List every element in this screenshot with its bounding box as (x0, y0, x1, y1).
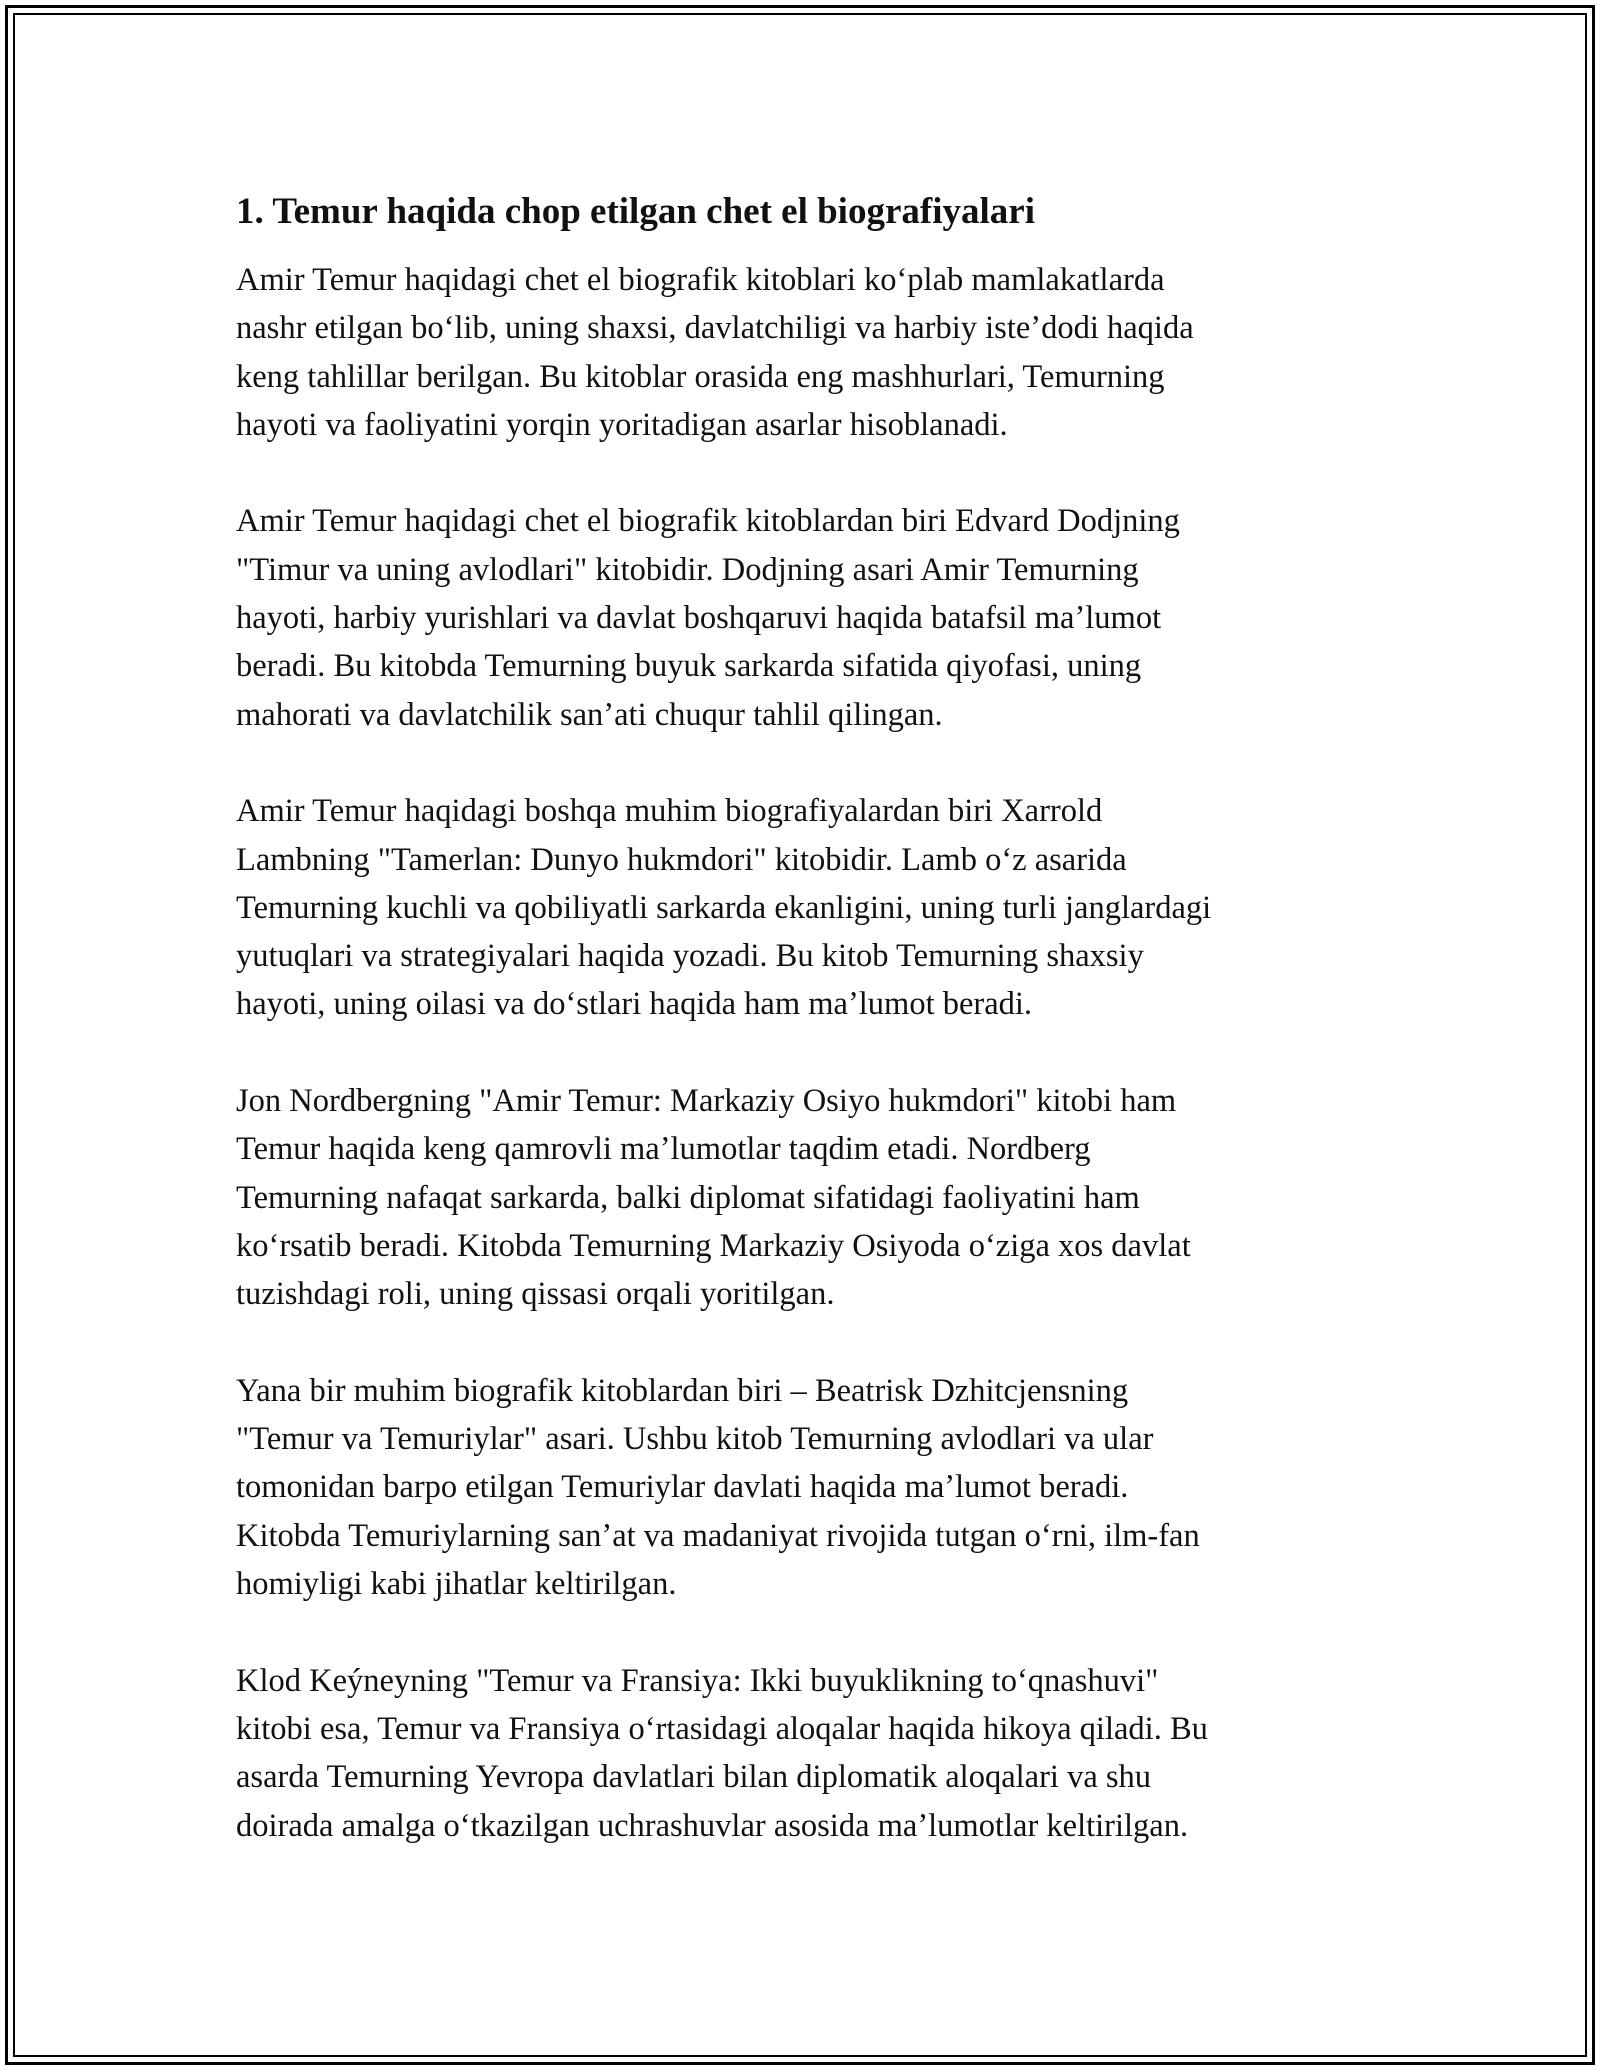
text-line: Amir Temur haqidagi chet el biografik kitoblari koʻplab mamlakatlarda (236, 262, 1165, 298)
paragraph-lamb (236, 787, 1366, 1028)
text-line: homiyligi kabi jihatlar keltirilgan. (236, 1566, 677, 1603)
text-line: Amir Temur haqidagi boshqa muhim biografiyalardan biri Xarrold (236, 793, 1103, 830)
text-line: beradi. Bu kitobda Temurning buyuk sarkarda sifatida qiyofasi, uning (236, 648, 1142, 685)
text-line: keng tahlillar berilgan. Bu kitoblar orasida eng mashhurlari, Temurning (236, 358, 1165, 395)
paragraph-timurids (236, 1367, 1366, 1608)
text-line: nashr etilgan boʻlib, uning shaxsi, davlatchiligi va harbiy isteʼdodi haqida (236, 310, 1194, 347)
text-line: doirada amalga oʻtkazilgan uchrashuvlar asosida maʼlumotlar keltirilgan. (236, 1807, 1189, 1844)
text-line: "Timur va uning avlodlari" kitobidir. Dodjning asari Amir Temurning (236, 551, 1139, 588)
text-line: Temurning kuchli va qobiliyatli sarkarda ekanligini, uning turli janglardagi (236, 889, 1212, 926)
text-line: Yana bir muhim biografik kitoblardan biri – Beatrisk Dzhitcjensning (236, 1372, 1129, 1409)
text-line: Temurning nafaqat sarkarda, balki diplomat sifatidagi faoliyatini ham (236, 1179, 1140, 1216)
text-line: hayoti va faoliyatini yorqin yoritadigan asarlar hisoblanadi. (236, 406, 1008, 443)
text-line: Kitobda Temuriylarning sanʼat va madaniyat rivojida tutgan oʻrni, ilm-fan (236, 1517, 1200, 1554)
text-line: "Temur va Temuriylar" asari. Ushbu kitob Temurning avlodlari va ular (236, 1421, 1154, 1458)
text-line: koʻrsatib beradi. Kitobda Temurning Markaziy Osiyoda oʻziga xos davlat (236, 1227, 1191, 1264)
text-line: Jon Nordbergning "Amir Temur: Markaziy Osiyo hukmdori" kitobi ham (236, 1083, 1177, 1120)
text-line: tomonidan barpo etilgan Temuriylar davlati haqida maʼlumot beradi. (236, 1469, 1129, 1506)
paragraph-nordberg (236, 1077, 1366, 1318)
paragraph-france (236, 1657, 1366, 1850)
text-line: Lambning "Tamerlan: Dunyo hukmdori" kitobidir. Lamb oʻz asarida (236, 841, 1127, 878)
text-line: Amir Temur haqidagi chet el biografik kitoblardan biri Edvard Dodjning (236, 503, 1180, 540)
text-line: Klod Keýneyning "Temur va Fransiya: Ikki buyuklikning toʻqnashuvi" (236, 1662, 1159, 1699)
text-line: kitobi esa, Temur va Fransiya oʻrtasidagi aloqalar haqida hikoya qiladi. Bu (236, 1710, 1208, 1747)
text-line: asarda Temurning Yevropa davlatlari bilan diplomatik aloqalari va shu (236, 1759, 1152, 1796)
text-line: hayoti, harbiy yurishlari va davlat boshqaruvi haqida batafsil maʼlumot (236, 600, 1162, 637)
text-line: tuzishdagi roli, uning qissasi orqali yoritilgan. (236, 1276, 835, 1313)
paragraph-intro (236, 256, 1366, 449)
section-heading: 1. Temur haqida chop etilgan chet el biografiyalari (236, 191, 1035, 232)
text-line: mahorati va davlatchilik sanʼati chuqur tahlil qilingan. (236, 696, 943, 733)
text-line: yutuqlari va strategiyalari haqida yozadi. Bu kitob Temurning shaxsiy (236, 938, 1144, 975)
text-line: hayoti, uning oilasi va doʻstlari haqida ham maʼlumot beradi. (236, 986, 1033, 1023)
paragraph-dodge (236, 497, 1366, 738)
text-line: Temur haqida keng qamrovli maʼlumotlar taqdim etadi. Nordberg (236, 1131, 1091, 1168)
document-body (236, 188, 1366, 1898)
